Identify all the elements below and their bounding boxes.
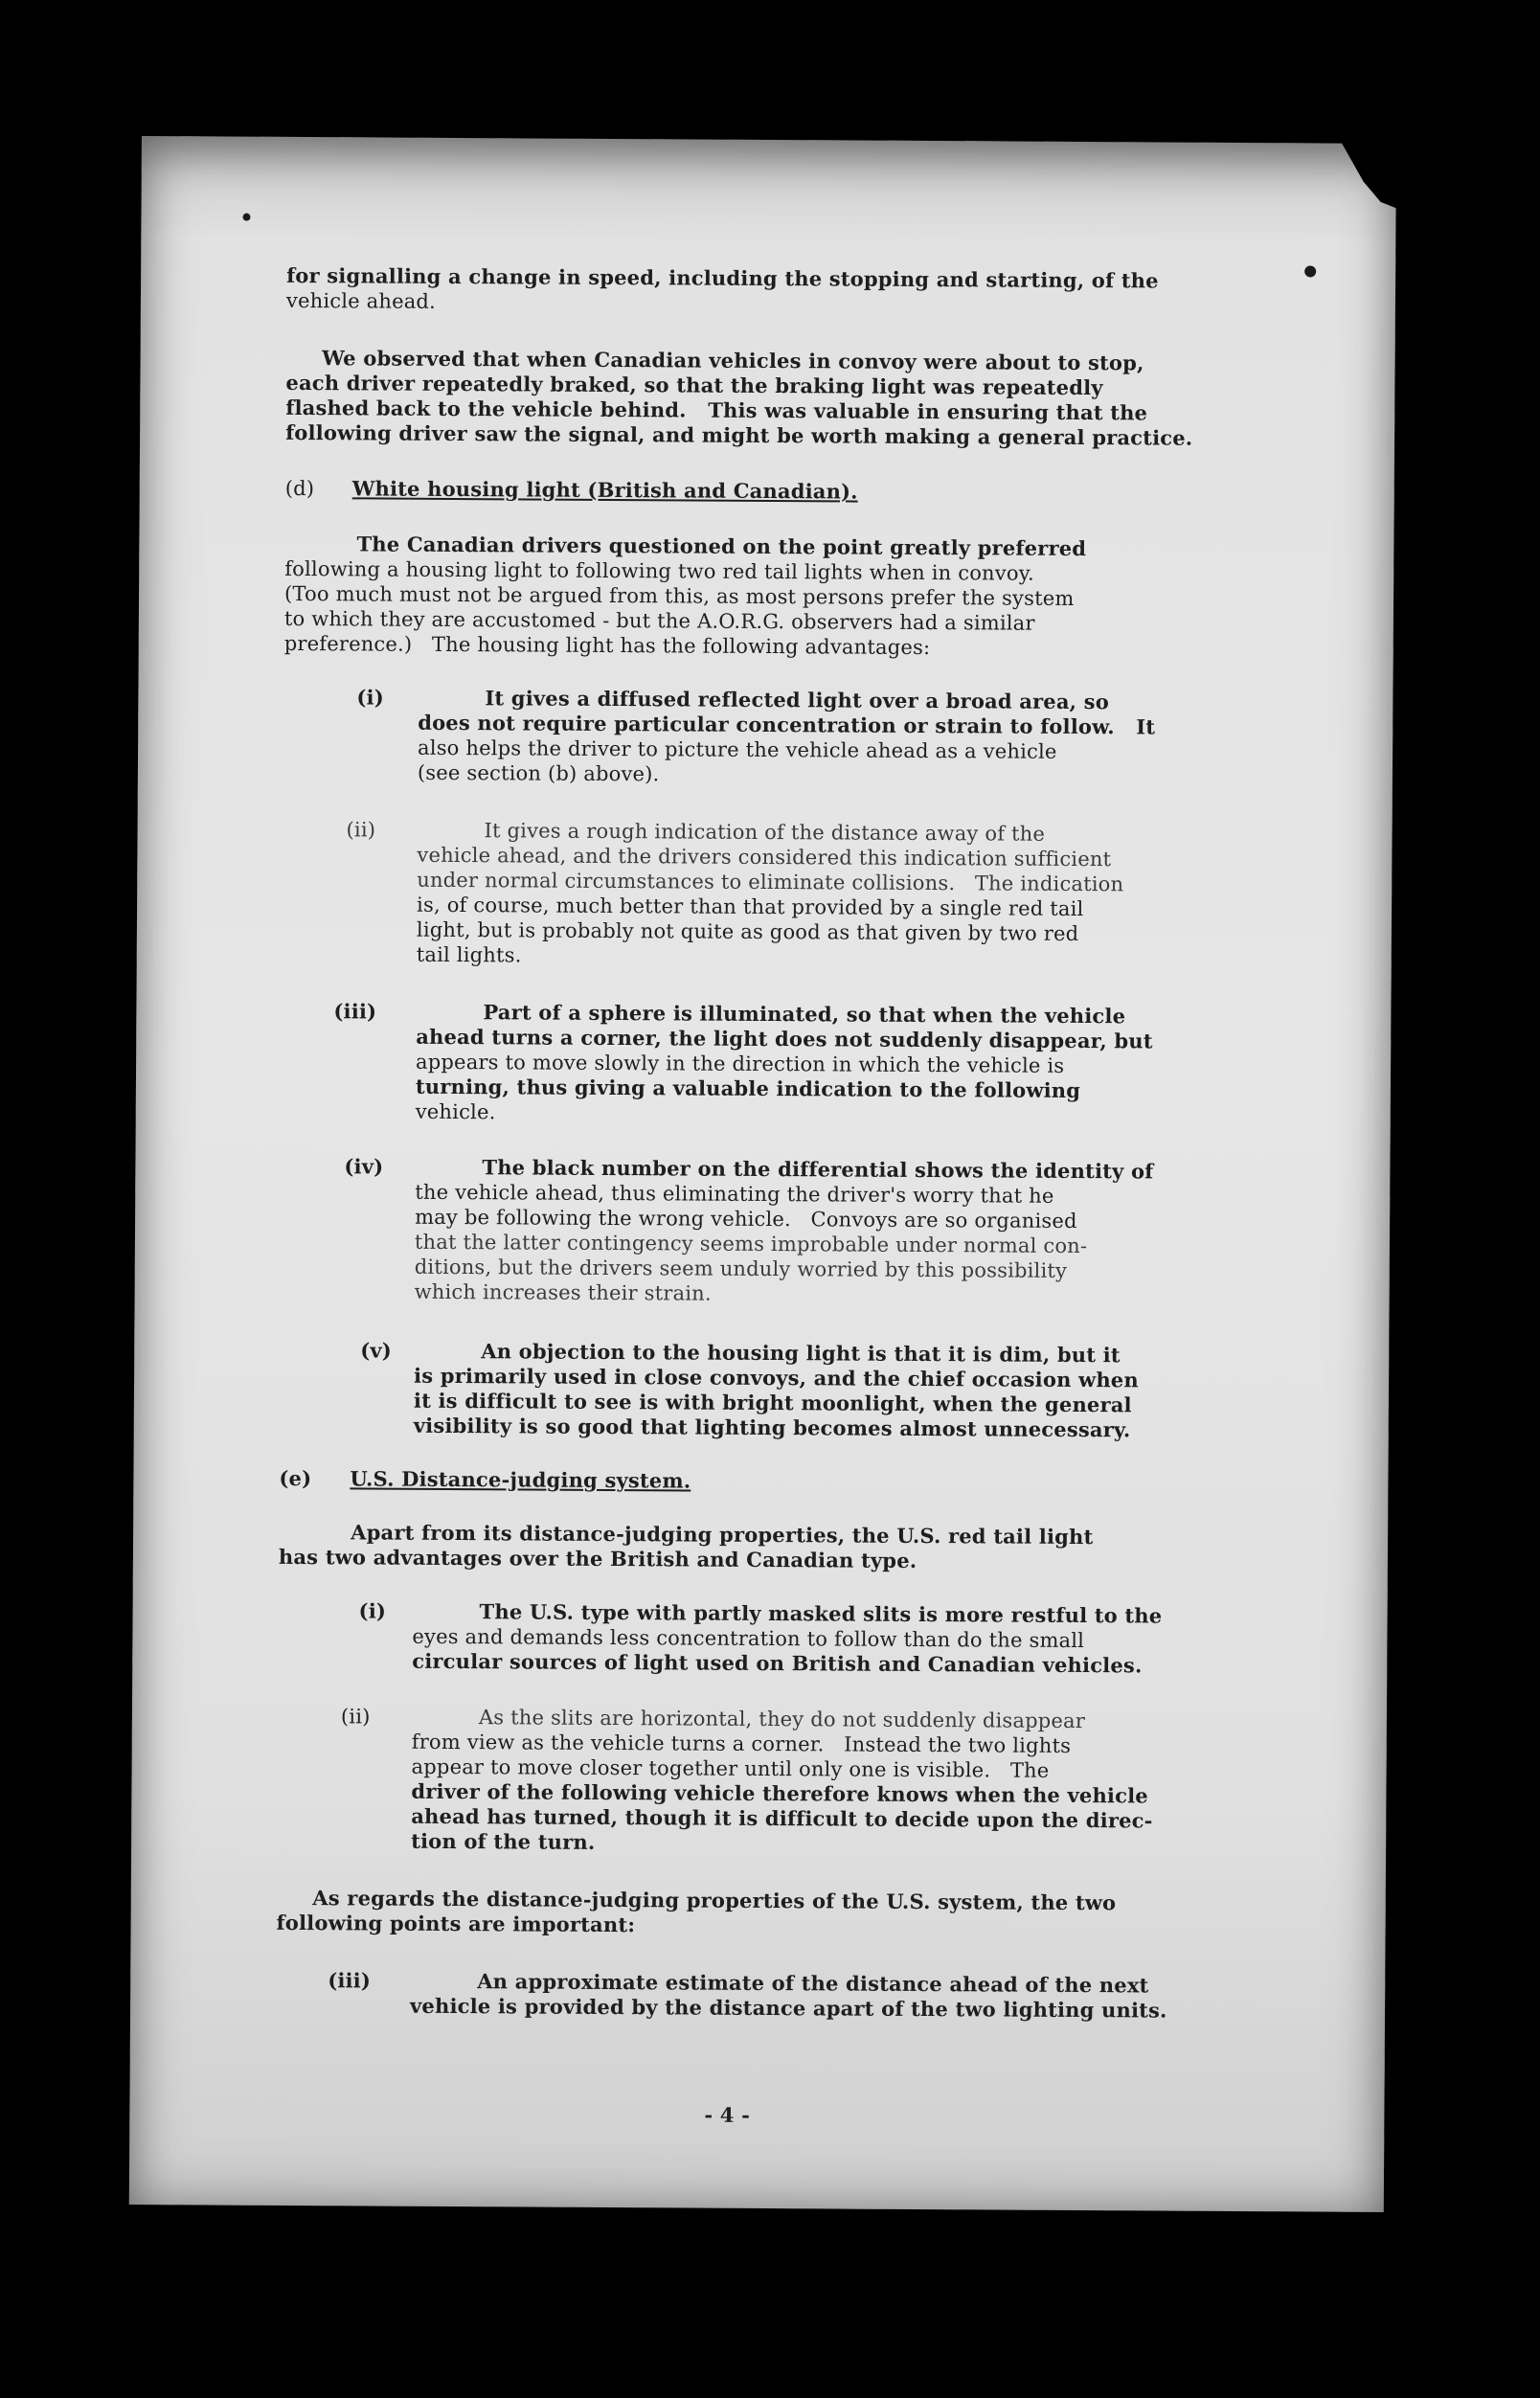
item-label: (i) [358,1598,387,1623]
document-page [129,136,1396,2212]
item-label: (iv) [344,1154,384,1179]
item-line: vehicle ahead, and the drivers considered this indication sufficient [417,843,1112,871]
para2-line-4: to which they are accustomed - but the A.O.R.G. observers had a similar [283,606,1035,635]
item-line: may be following the wrong vehicle. Convoys are so organised [415,1205,1077,1233]
item-line: from view as the vehicle turns a corner. Instead the two lights [411,1730,1072,1757]
section-d-title: White housing light (British and Canadian). [351,476,858,504]
item-line: The U.S. type with partly masked slits is more restful to the [479,1599,1163,1628]
item-label: (ii) [346,818,376,842]
para4-line-2: following points are important: [276,1910,636,1937]
para2-line-1: The Canadian drivers questioned on the point greatly preferred [284,531,1087,561]
intro-line-1: for signalling a change in speed, including the stopping and starting, of the [286,262,1159,293]
para3-line-1: Apart from its distance-judging properties, the U.S. red tail light [279,1519,1094,1550]
item-line: it is difficult to see is with bright moonlight, when the general [413,1388,1132,1417]
item-line: driver of the following vehicle therefore knows when the vehicle [411,1778,1148,1808]
item-line: ditions, but the drivers seem unduly worried by this possibility [414,1255,1068,1282]
item-label: (v) [360,1338,393,1363]
section-d-label: (d) [284,476,315,501]
intro-line-2: vehicle ahead. [285,288,437,313]
item-line: light, but is probably not quite as good as that given by two red [416,917,1079,945]
item-label: (iii) [333,999,377,1024]
para4-line-1: As regards the distance-judging properties of the U.S. system, the two [276,1885,1117,1915]
item-line: the vehicle ahead, thus eliminating the driver's worry that he [415,1180,1054,1208]
item-label: (i) [356,685,384,710]
item-line: appear to move closer together until only one is visible. The [411,1754,1050,1782]
item-label: (ii) [340,1705,371,1729]
item-line: The black number on the differential shows the identity of [482,1155,1154,1184]
item-line: turning, thus giving a valuable indication to the following [415,1074,1081,1103]
item-line: It gives a rough indication of the distance away of the [484,819,1046,846]
item-line: An approximate estimate of the distance ahead of the next [477,1969,1149,1998]
section-e-title: U.S. Distance-judging system. [350,1466,691,1493]
item-label: (iii) [328,1968,372,1993]
speck [242,214,250,221]
item-line: tail lights. [416,942,522,967]
item-line: vehicle is provided by the distance apart of the two lighting units. [410,1993,1167,2023]
item-line: is, of course, much better than that provided by a single red tail [417,893,1084,921]
para2-line-3: (Too much must not be argued from this, as most persons prefer the system [284,581,1075,610]
item-line: As the slits are horizontal, they do not suddenly disappear [478,1706,1086,1733]
torn-corner [1341,142,1398,209]
item-line: tion of the turn. [411,1828,596,1854]
item-line: An objection to the housing light is that it is dim, but it [481,1339,1121,1368]
para2-line-5: preference.) The housing light has the following advantages: [283,631,931,660]
item-line: also helps the driver to picture the vehicle ahead as a vehicle [418,735,1057,763]
item-line: It gives a diffused reflected light over a broad area, so [485,686,1110,714]
item-line: which increases their strain. [414,1279,712,1305]
para1-line-4: following driver saw the signal, and might be worth making a general practice. [285,419,1193,450]
item-line: Part of a sphere is illuminated, so that when the vehicle [483,1000,1126,1029]
item-line: vehicle. [415,1099,496,1124]
para2-line-2: following a housing light to following two red tail lights when in convoy. [284,556,1034,585]
item-line: ahead has turned, though it is difficult to decide upon the direc- [411,1803,1153,1833]
item-line: visibility is so good that lighting becomes almost unnecessary. [413,1413,1131,1442]
item-line: that the latter contingency seems improbable under normal con- [414,1230,1088,1258]
item-line: eyes and demands less concentration to follow than do the small [412,1624,1085,1653]
item-line: circular sources of light used on British and Canadian vehicles. [412,1648,1143,1678]
item-line: does not require particular concentration or strain to follow. It [418,710,1156,739]
item-line: under normal circumstances to eliminate collisions. The indication [417,868,1124,896]
para1-line-3: flashed back to the vehicle behind. This was valuable in ensuring that the [285,395,1148,425]
page-number: - 4 - [704,2102,751,2127]
item-line: (see section (b) above). [417,760,660,786]
speck [1304,265,1316,277]
section-e-label: (e) [279,1465,312,1491]
item-line: is primarily used in close convoys, and the chief occasion when [414,1363,1139,1392]
para1-line-2: each driver repeatedly braked, so that the braking light was repeatedly [285,370,1103,400]
para3-line-2: has two advantages over the British and Canadian type. [278,1544,917,1572]
para1-line-1: We observed that when Canadian vehicles in convoy were about to stop, [285,345,1144,375]
item-line: ahead turns a corner, the light does not suddenly disappear, but [416,1024,1153,1053]
item-line: appears to move slowly in the direction in which the vehicle is [416,1050,1065,1077]
